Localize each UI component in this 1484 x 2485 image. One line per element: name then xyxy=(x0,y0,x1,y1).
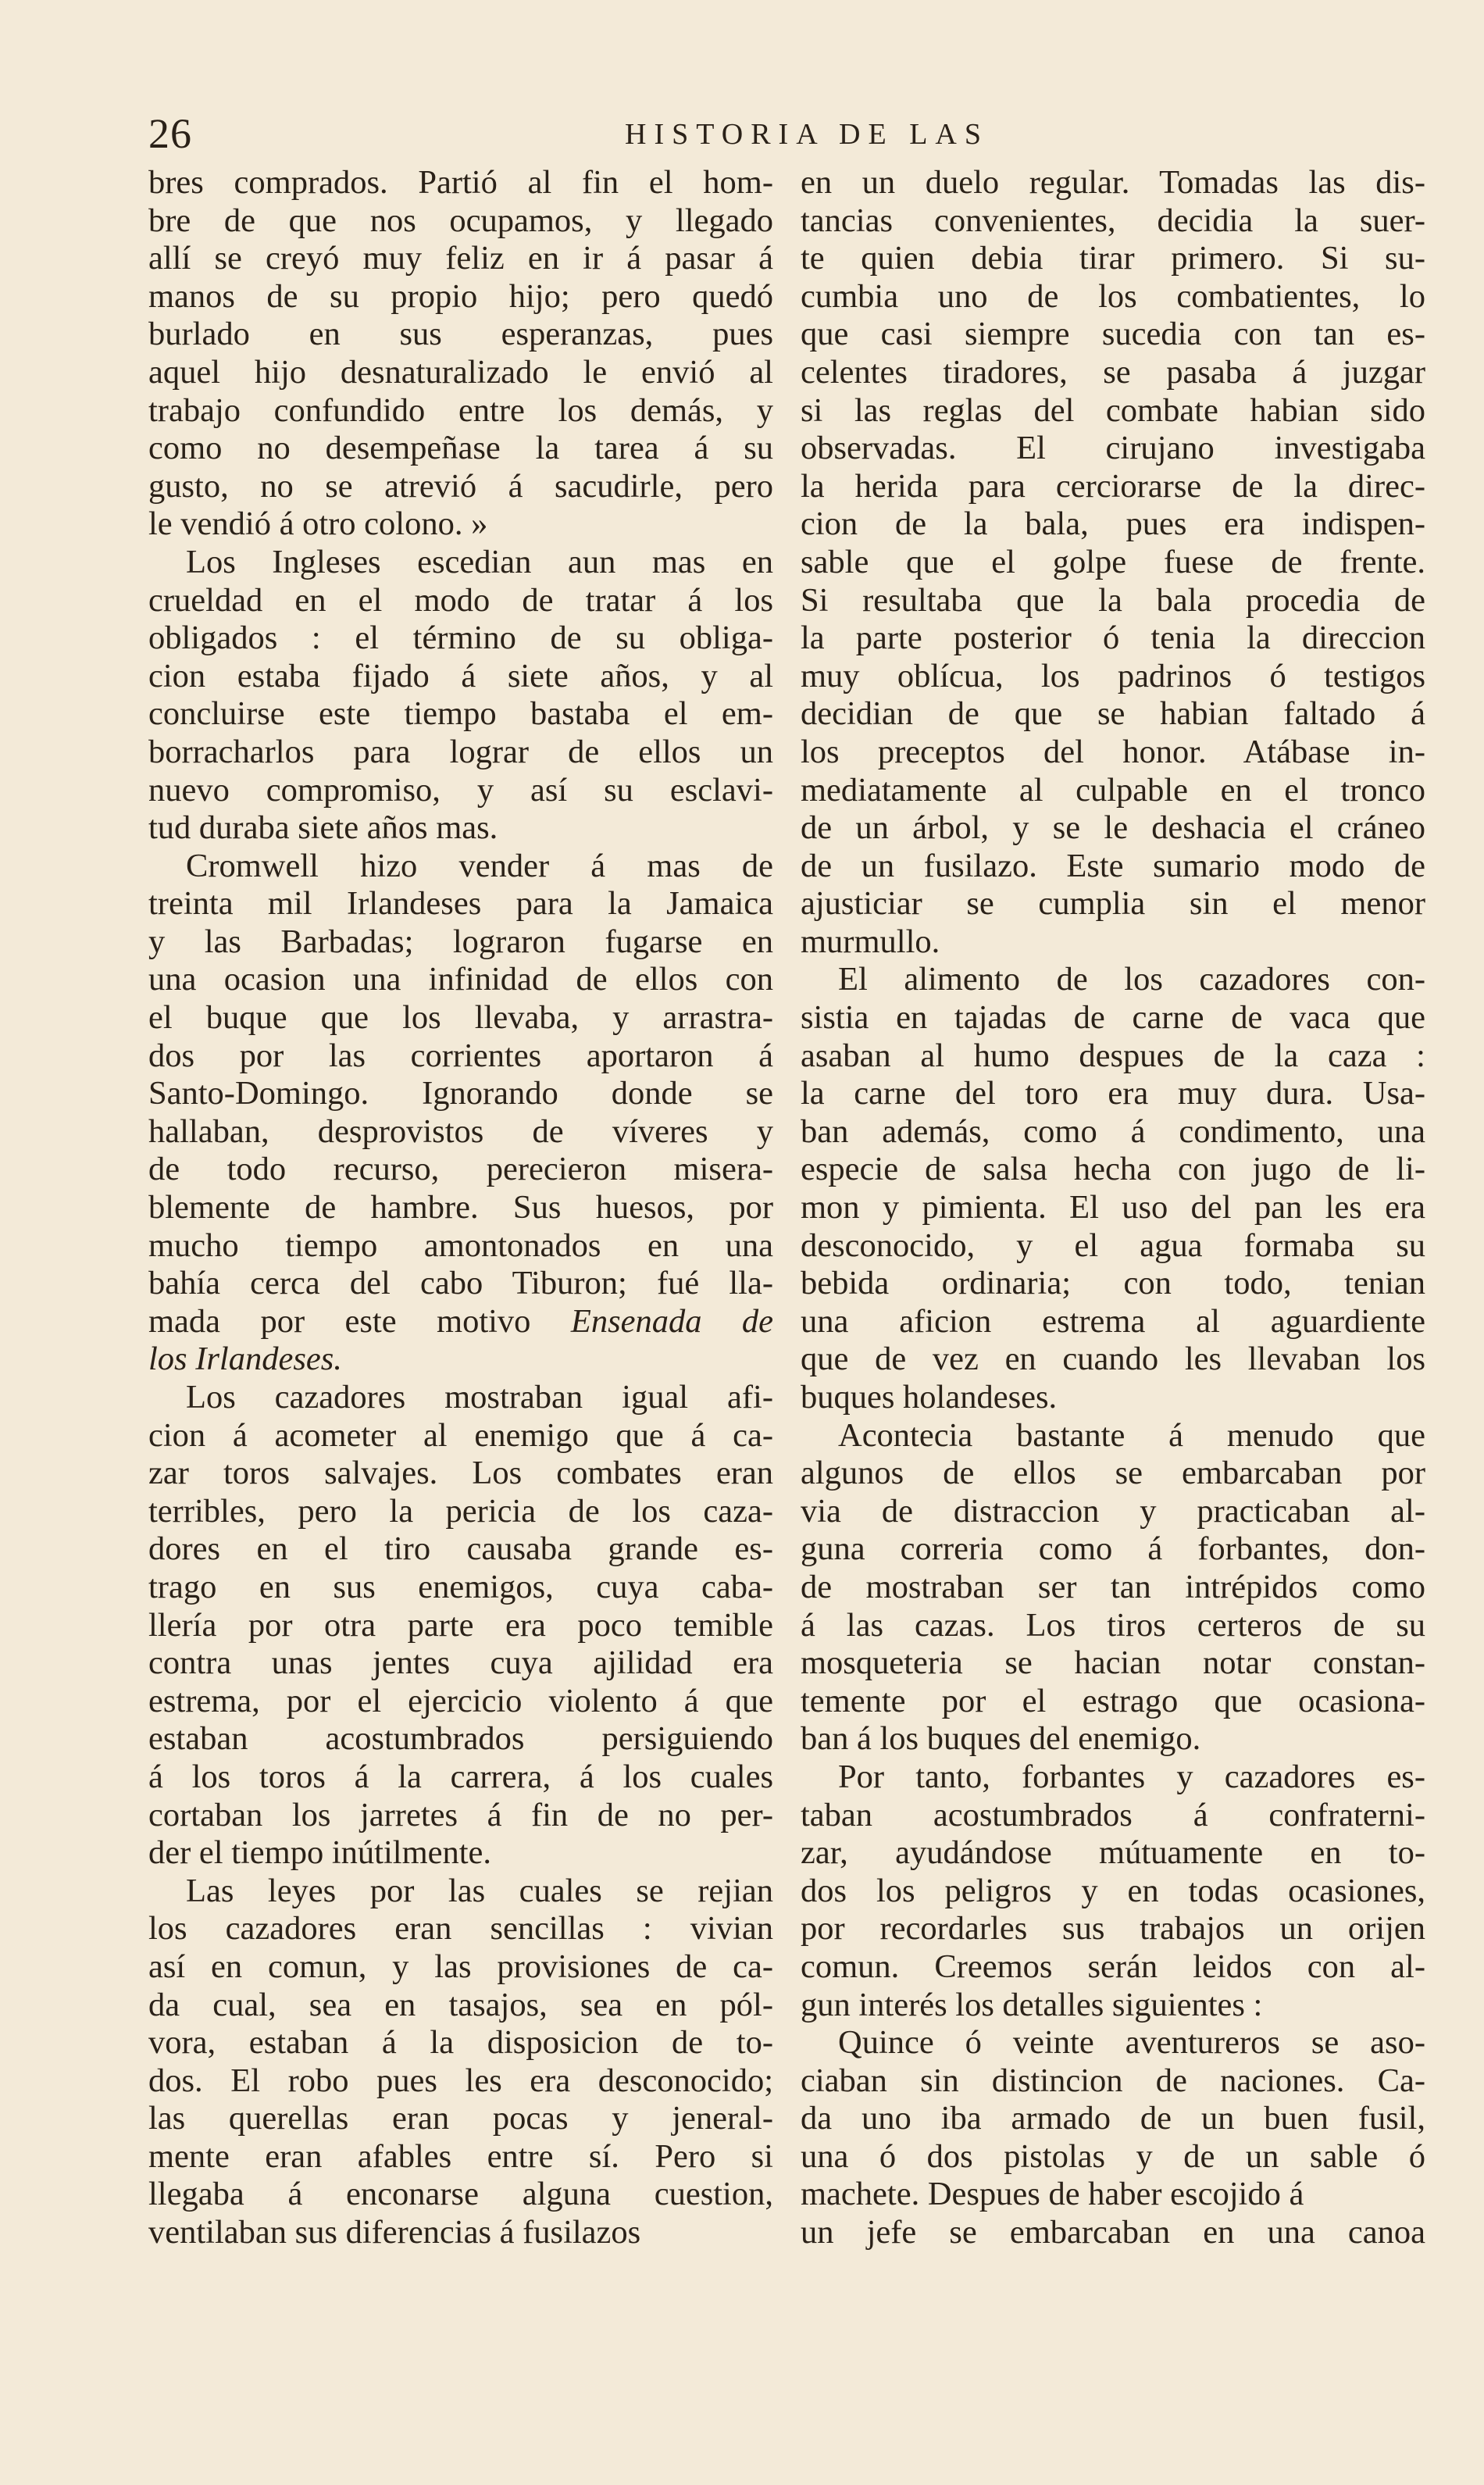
text-line-content: cumbia uno de los combatientes, lo xyxy=(801,277,1425,315)
text-line-content: la herida para cerciorarse de la direc- xyxy=(801,467,1425,505)
text-line-content: á los toros á la carrera, á los cuales xyxy=(148,1758,773,1795)
text-line-content: bebida ordinaria; con todo, tenian xyxy=(801,1265,1425,1302)
text-line-content: blemente de hambre. Sus huesos, por xyxy=(148,1189,773,1226)
text-line xyxy=(801,1530,1425,1569)
text-line-content: cion estaba fijado á siete años, y al xyxy=(148,657,773,694)
text-line-content: ventilaban sus diferencias á fusilazos xyxy=(148,2214,641,2251)
text-line-content: allí se creyó muy feliz en ir á pasar á xyxy=(148,240,773,277)
text-line xyxy=(801,734,1425,772)
text-line-content: gusto, no se atrevió á sacudirle, pero xyxy=(148,467,773,505)
text-line xyxy=(801,1873,1425,1911)
text-line-content: mada por este motivo xyxy=(148,1302,531,1340)
text-line xyxy=(148,2214,773,2252)
text-line-content: taban acostumbrados á confraterni- xyxy=(801,1796,1425,1833)
text-line-content: hallaban, desprovistos de víveres y xyxy=(148,1112,773,1150)
text-line-content: via de distraccion y practicaban al- xyxy=(801,1492,1425,1530)
text-line-content: Santo-Domingo. Ignorando donde se xyxy=(148,1075,773,1112)
text-line-content: llería por otra parte era poco temible xyxy=(148,1606,773,1644)
text-line xyxy=(148,354,773,392)
text-line-content: ban á los buques del enemigo. xyxy=(801,1720,1201,1758)
text-line xyxy=(801,505,1425,544)
text-line xyxy=(801,1569,1425,1607)
text-line-content: aquel hijo desnaturalizado le envió al xyxy=(148,353,773,391)
text-line-content: estaban acostumbrados persiguiendo xyxy=(148,1720,773,1758)
text-line-content: á las cazas. Los tiros certeros de su xyxy=(801,1606,1425,1644)
text-line xyxy=(148,885,773,923)
text-line-content: de un fusilazo. Este sumario modo de xyxy=(801,847,1425,884)
text-line-content: gun interés los detalles siguientes : xyxy=(801,1986,1263,2023)
text-line-content: Las leyes por las cuales se rejian xyxy=(186,1872,773,1909)
text-line xyxy=(801,1948,1425,1987)
text-line xyxy=(148,734,773,772)
text-line-content: trabajo confundido entre los demás, y xyxy=(148,391,773,429)
text-line xyxy=(801,2100,1425,2138)
text-line-content: ban además, como á condimento, una xyxy=(801,1112,1425,1150)
text-line xyxy=(148,392,773,430)
text-line xyxy=(148,961,773,999)
text-line-content: cortaban los jarretes á fin de no per- xyxy=(148,1796,773,1833)
text-line xyxy=(801,1644,1425,1683)
text-line-content: los preceptos del honor. Atábase in- xyxy=(801,733,1425,770)
text-line xyxy=(148,1227,773,1266)
text-line xyxy=(148,2062,773,2101)
text-line-content: muy oblícua, los padrinos ó testigos xyxy=(801,657,1425,694)
text-line-content: algunos de ellos se embarcaban por xyxy=(801,1455,1425,1492)
text-line-content: terribles, pero la pericia de los caza- xyxy=(148,1492,773,1530)
text-line xyxy=(148,1379,773,1417)
text-line xyxy=(801,1417,1425,1455)
text-line-content: Los Ingleses escedian aun mas en xyxy=(186,543,773,580)
text-line-content: las querellas eran pocas y jeneral- xyxy=(148,2100,773,2137)
text-line xyxy=(801,2062,1425,2101)
text-line xyxy=(801,582,1425,620)
text-line xyxy=(801,1379,1425,1417)
text-line-content: buques holandeses. xyxy=(801,1379,1058,1416)
text-line xyxy=(148,2024,773,2062)
page-header xyxy=(148,109,1422,156)
text-line-content: obligados : el término de su obliga- xyxy=(148,619,773,657)
text-line-content: si las reglas del combate habian sido xyxy=(801,391,1425,429)
text-line xyxy=(801,354,1425,392)
text-line xyxy=(801,809,1425,848)
text-line xyxy=(801,658,1425,696)
text-line xyxy=(801,1113,1425,1151)
text-line xyxy=(801,2024,1425,2062)
text-line xyxy=(148,1530,773,1569)
text-line-content: zar toros salvajes. Los combates eran xyxy=(148,1455,773,1492)
text-line xyxy=(801,961,1425,999)
text-line xyxy=(148,240,773,278)
text-line-content: manos de su propio hijo; pero quedó xyxy=(148,277,773,315)
text-line-content: que de vez en cuando les llevaban los xyxy=(801,1341,1425,1378)
left-text-column xyxy=(148,164,773,2252)
text-line-content: trago en sus enemigos, cuya caba- xyxy=(148,1568,773,1605)
text-line xyxy=(148,544,773,582)
text-line-content: especie de salsa hecha con jugo de li- xyxy=(801,1151,1425,1188)
text-line xyxy=(148,505,773,544)
text-line-content: dos los peligros y en todas ocasiones, xyxy=(801,1872,1425,1909)
text-line xyxy=(148,2138,773,2176)
text-line-content: murmullo. xyxy=(801,923,940,960)
text-line xyxy=(148,164,773,202)
text-line-content: tancias convenientes, decidia la suer- xyxy=(801,202,1425,239)
running-title: HISTORIA DE LAS xyxy=(625,118,989,151)
text-line-content: que casi siempre sucedia con tan es- xyxy=(801,316,1425,353)
text-line-content: nuevo compromiso, y así su esclavi- xyxy=(148,771,773,809)
text-line-content: Los cazadores mostraban igual afi- xyxy=(186,1379,773,1416)
text-line xyxy=(801,772,1425,810)
text-line xyxy=(801,619,1425,658)
text-line xyxy=(148,2176,773,2214)
text-line xyxy=(148,1303,773,1341)
text-line xyxy=(148,202,773,241)
text-line xyxy=(801,695,1425,734)
text-line-content: ajusticiar se cumplia sin el menor xyxy=(801,885,1425,923)
text-line-content: por recordarles sus trabajos un orijen xyxy=(801,1910,1425,1948)
text-line xyxy=(801,202,1425,241)
text-line xyxy=(801,316,1425,354)
text-line-content: una ocasion una infinidad de ellos con xyxy=(148,961,773,998)
text-line-content: zar, ayudándose mútuamente en to- xyxy=(801,1834,1425,1872)
text-line-content: der el tiempo inútilmente. xyxy=(148,1834,492,1872)
text-line-content: una ó dos pistolas y de un sable ó xyxy=(801,2137,1425,2175)
text-line xyxy=(148,923,773,962)
text-line xyxy=(148,1455,773,1493)
text-line-content: decidian de que se habian faltado á xyxy=(801,695,1425,733)
text-line xyxy=(801,1341,1425,1379)
text-line xyxy=(148,468,773,506)
text-line-content: vora, estaban á la disposicion de to- xyxy=(148,2024,773,2062)
text-line-content: asaban al humo despues de la caza : xyxy=(801,1037,1425,1074)
text-line-content: mente eran afables entre sí. Pero si xyxy=(148,2137,773,2175)
text-line xyxy=(148,1873,773,1911)
text-line xyxy=(148,1683,773,1721)
text-line xyxy=(801,1987,1425,2025)
text-line xyxy=(148,1151,773,1189)
text-line xyxy=(148,1797,773,1835)
right-text-column xyxy=(801,164,1425,2252)
text-line-content: crueldad en el modo de tratar á los xyxy=(148,581,773,619)
text-line-content: machete. Despues de haber escojido á xyxy=(801,2176,1304,2213)
text-line-content: tud duraba siete años mas. xyxy=(148,809,498,847)
page-number: 26 xyxy=(148,110,192,157)
text-line-content: cion á acometer al enemigo que á ca- xyxy=(148,1416,773,1454)
text-line xyxy=(148,999,773,1037)
text-line xyxy=(801,2176,1425,2214)
text-line-content: treinta mil Irlandeses para la Jamaica xyxy=(148,885,773,923)
text-line xyxy=(801,2138,1425,2176)
text-line-content: desconocido, y el agua formaba su xyxy=(801,1226,1425,1264)
text-line-content: un jefe se embarcaban en una canoa xyxy=(801,2214,1425,2251)
text-line-content: cion de la bala, pues era indispen- xyxy=(801,505,1425,543)
text-line-content: bahía cerca del cabo Tiburon; fué lla- xyxy=(148,1265,773,1302)
text-line xyxy=(801,999,1425,1037)
text-line xyxy=(801,848,1425,886)
text-line xyxy=(148,1720,773,1758)
text-line xyxy=(148,1569,773,1607)
text-line-content: como no desempeñase la tarea á su xyxy=(148,430,773,467)
text-line xyxy=(148,1758,773,1797)
text-line xyxy=(801,885,1425,923)
text-line xyxy=(148,1341,773,1379)
text-line-content: contra unas jentes cuya ajilidad era xyxy=(148,1644,773,1682)
text-line xyxy=(801,1075,1425,1113)
text-line-content: la carne del toro era muy dura. Usa- xyxy=(801,1075,1425,1112)
text-line-content: da cual, sea en tasajos, sea en pól- xyxy=(148,1986,773,2023)
text-line xyxy=(148,1417,773,1455)
text-line-content: los cazadores eran sencillas : vivian xyxy=(148,1910,773,1948)
text-line xyxy=(148,278,773,316)
text-line xyxy=(801,1265,1425,1303)
text-line xyxy=(148,1644,773,1683)
text-line xyxy=(801,1607,1425,1645)
text-line-content: borracharlos para lograr de ellos un xyxy=(148,733,773,770)
text-line xyxy=(801,1455,1425,1493)
text-line-content: mediatamente al culpable en el tronco xyxy=(801,771,1425,809)
text-line xyxy=(801,1797,1425,1835)
text-line xyxy=(148,430,773,468)
text-line-content: concluirse este tiempo bastaba el em- xyxy=(148,695,773,733)
text-line xyxy=(148,2100,773,2138)
text-line-content: ciaban sin distincion de naciones. Ca- xyxy=(801,2062,1425,2099)
text-line-content: sable que el golpe fuese de frente. xyxy=(801,543,1425,580)
text-line-content: celentes tiradores, se pasaba á juzgar xyxy=(801,353,1425,391)
text-line xyxy=(148,772,773,810)
text-line-content: bres comprados. Partió al fin el hom- xyxy=(148,164,773,201)
text-line-content: Si resultaba que la bala procedia de xyxy=(801,581,1425,619)
text-line-content: te quien debia tirar primero. Si su- xyxy=(801,240,1425,277)
text-line xyxy=(801,164,1425,202)
text-line xyxy=(148,809,773,848)
text-line xyxy=(801,430,1425,468)
text-line xyxy=(148,1910,773,1948)
text-line-content: bre de que nos ocupamos, y llegado xyxy=(148,202,773,239)
text-line-content: en un duelo regular. Tomadas las dis- xyxy=(801,164,1425,201)
text-line-content: el buque que los llevaba, y arrastra- xyxy=(148,999,773,1037)
text-line xyxy=(801,544,1425,582)
text-line-content: dos por las corrientes aportaron á xyxy=(148,1037,773,1074)
text-line xyxy=(801,1683,1425,1721)
text-line xyxy=(801,1910,1425,1948)
text-line-content: observadas. El cirujano investigaba xyxy=(801,430,1425,467)
text-line xyxy=(148,695,773,734)
text-line-content: Por tanto, forbantes y cazadores es- xyxy=(838,1758,1425,1795)
text-line xyxy=(148,1607,773,1645)
text-line xyxy=(148,1265,773,1303)
text-line-content: burlado en sus esperanzas, pues xyxy=(148,316,773,353)
italic-place-name: Ensenada de xyxy=(570,1302,774,1340)
text-line xyxy=(801,1189,1425,1227)
text-line xyxy=(148,1987,773,2025)
text-line xyxy=(148,848,773,886)
text-line xyxy=(148,1075,773,1113)
text-line-content: dores en el tiro causaba grande es- xyxy=(148,1530,773,1568)
text-line xyxy=(148,1948,773,1987)
text-line-content: mon y pimienta. El uso del pan les era xyxy=(801,1189,1425,1226)
text-line-content: guna correria como á forbantes, don- xyxy=(801,1530,1425,1568)
text-line xyxy=(801,1303,1425,1341)
text-line-content: Cromwell hizo vender á mas de xyxy=(186,847,773,884)
text-line xyxy=(148,1493,773,1531)
text-line-content: estrema, por el ejercicio violento á que xyxy=(148,1682,773,1719)
text-line xyxy=(148,1834,773,1873)
text-line-content: Acontecia bastante á menudo que xyxy=(838,1416,1425,1454)
text-line xyxy=(801,1834,1425,1873)
text-line-content: mosqueteria se hacian notar constan- xyxy=(801,1644,1425,1682)
text-line-content: El alimento de los cazadores con- xyxy=(838,961,1425,998)
text-line-content: y las Barbadas; lograron fugarse en xyxy=(148,923,773,960)
text-line xyxy=(801,1720,1425,1758)
text-line xyxy=(801,468,1425,506)
text-line xyxy=(148,1189,773,1227)
text-line-content: sistia en tajadas de carne de vaca que xyxy=(801,999,1425,1037)
text-line-content: la parte posterior ó tenia la direccion xyxy=(801,619,1425,657)
text-line xyxy=(148,1037,773,1076)
text-line xyxy=(801,278,1425,316)
text-line-content: da uno iba armado de un buen fusil, xyxy=(801,2100,1425,2137)
text-line xyxy=(148,658,773,696)
text-line-content: le vendió á otro colono. » xyxy=(148,505,488,543)
text-line xyxy=(801,923,1425,962)
text-line-content: llegaba á enconarse alguna cuestion, xyxy=(148,2176,773,2213)
italic-place-name: los Irlandeses. xyxy=(148,1341,342,1378)
text-line xyxy=(801,2214,1425,2252)
text-line xyxy=(801,240,1425,278)
text-line xyxy=(801,1227,1425,1266)
text-line xyxy=(801,1493,1425,1531)
text-line-content: de un árbol, y se le deshacia el cráneo xyxy=(801,809,1425,847)
text-line xyxy=(801,1037,1425,1076)
text-line-content: de mostraban ser tan intrépidos como xyxy=(801,1568,1425,1605)
text-line xyxy=(801,1758,1425,1797)
text-line xyxy=(801,1151,1425,1189)
text-line-content: de todo recurso, perecieron misera- xyxy=(148,1151,773,1188)
text-line xyxy=(148,619,773,658)
text-line xyxy=(148,1113,773,1151)
text-line xyxy=(148,316,773,354)
text-line-content: dos. El robo pues les era desconocido; xyxy=(148,2062,773,2099)
text-line-content: Quince ó veinte aventureros se aso- xyxy=(838,2024,1425,2062)
text-line-content: mucho tiempo amontonados en una xyxy=(148,1226,773,1264)
text-line xyxy=(148,582,773,620)
text-line-content: así en comun, y las provisiones de ca- xyxy=(148,1948,773,1985)
text-line xyxy=(801,392,1425,430)
text-line-content: una aficion estrema al aguardiente xyxy=(801,1302,1425,1340)
text-line-content: temente por el estrago que ocasiona- xyxy=(801,1682,1425,1719)
text-line-content: comun. Creemos serán leidos con al- xyxy=(801,1948,1425,1985)
